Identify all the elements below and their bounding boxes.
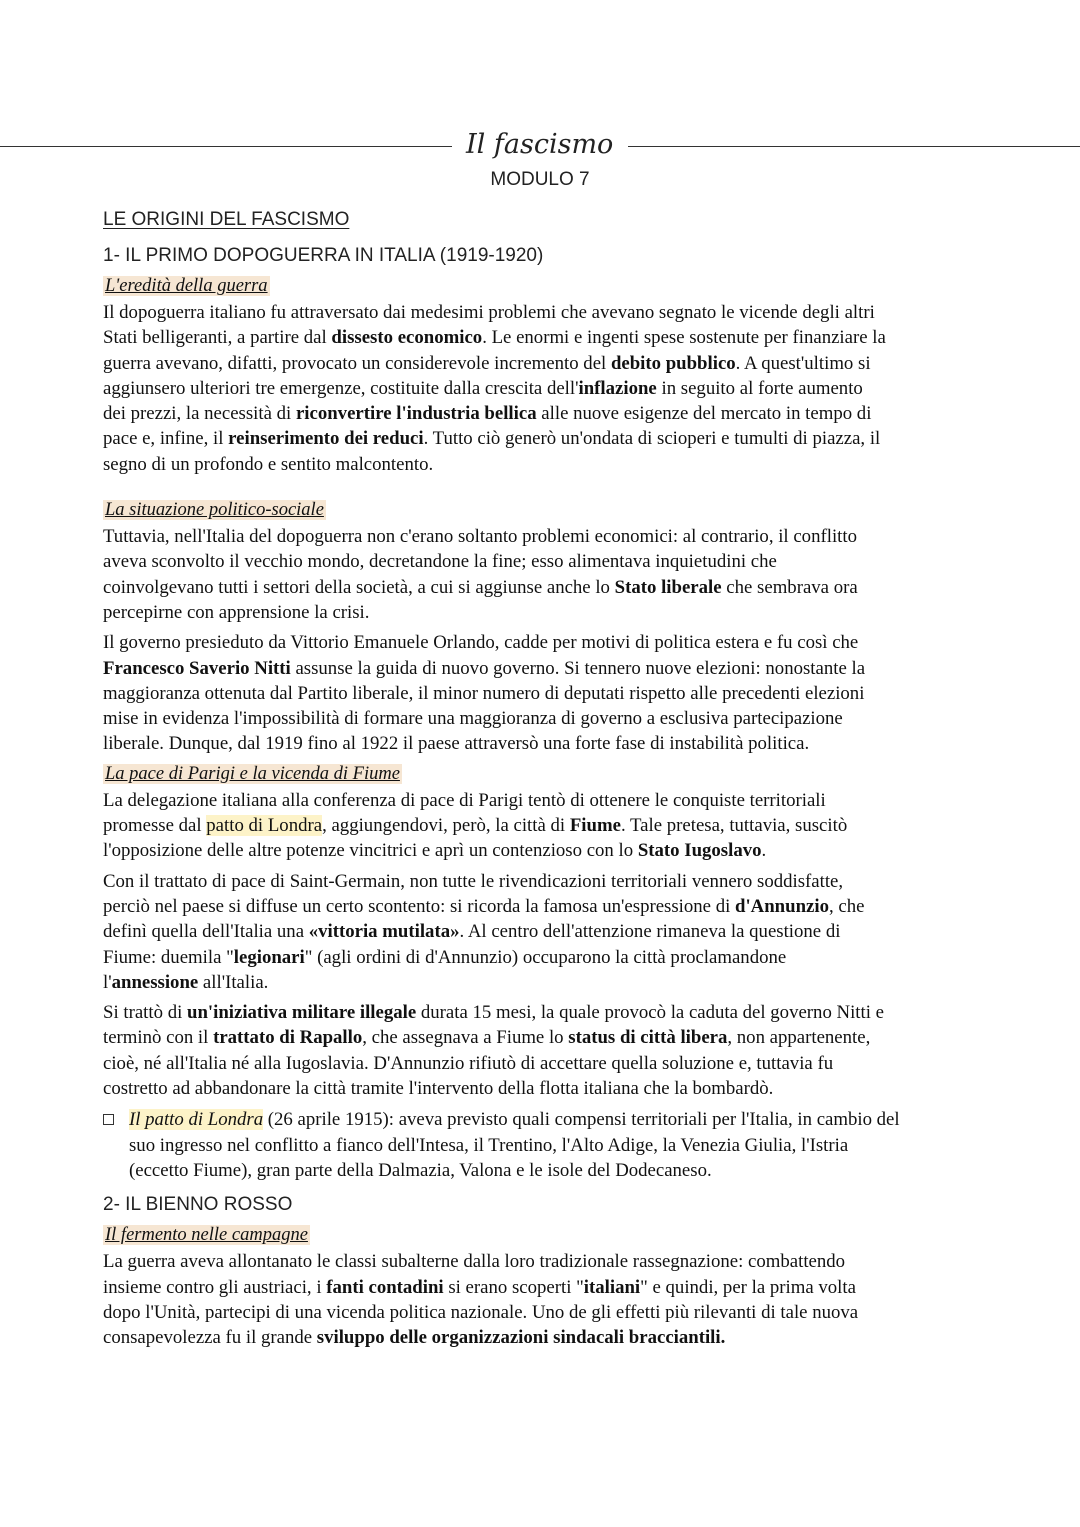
bold-term: reinserimento dei reduci <box>228 428 424 450</box>
text-run: in seguito al forte aumento dei prezzi, la necessità di <box>103 377 863 425</box>
subheading-situazione-text: La situazione politico-sociale <box>105 500 324 521</box>
header-rule-left <box>0 146 452 147</box>
bold-term: sviluppo delle organizzazioni sindacali bracciantili. <box>316 1327 726 1349</box>
subheading-pace-text: La pace di Parigi e la vicenda di Fiume <box>105 763 400 784</box>
bold-term: annessione <box>111 971 199 993</box>
paragraph-situazione-2 <box>103 630 993 756</box>
document-body <box>103 206 993 1355</box>
text-run: Il governo presieduto da Vittorio Emanuele Orlando, cadde per motivi di politica estera e fu così che <box>103 632 859 654</box>
text-run: alle nuove esigenze del mercato in tempo di pace e, infine, il <box>103 403 872 450</box>
text-run: . Tale pretesa, tuttavia, suscitò l'opposizione delle altre potenze vincitrici e aprì un contenzioso con lo <box>103 815 848 862</box>
text-run: La delegazione italiana alla conferenza di pace di Parigi tentò di ottenere le conquiste territoriali promesse dal <box>103 789 826 837</box>
text-run: assunse la guida di nuovo governo. Si tennero nuove elezioni: nonostante la maggioranza ottenuta dal Partito liberale, il minor numero di deputati rispetto alle precedenti elezioni mise in evidenza l'impossibilità di formare una maggioranza di governo a esclusiva partecipazione liberale. Dunque, dal 1919 fino al 1922 il paese attraversò una forte fase di instabilità politica. <box>103 657 866 755</box>
bold-term: inflazione <box>578 377 657 399</box>
bold-term: «vittoria mutilata» <box>308 921 460 943</box>
checkbox-icon <box>103 1114 114 1125</box>
text-run: , non appartenente, cioè, né all'Italia né alla Iugoslavia. D'Annunzio rifiutò di accettare quella soluzione e, tuttavia fu costretto ad abbandonare la città tramite l'intervento della flotta italiana che la bombardò. <box>103 1027 871 1100</box>
bold-term: debito pubblico <box>610 352 736 374</box>
bold-term: Stato liberale <box>614 576 722 598</box>
bold-term: un'iniziativa militare illegale <box>187 1002 417 1024</box>
subheading-fermento <box>103 1223 993 1247</box>
subheading-pace <box>103 762 993 786</box>
subheading-situazione <box>103 498 993 522</box>
text-run: che sembrava ora percepirne con apprensione la crisi. <box>103 576 858 623</box>
text-run: " e quindi, per la prima volta dopo l'Unità, partecipi di una vicenda politica nazionale. Uno de gli effetti più rilevanti di tale nuova consapevolezza fu il grande <box>103 1276 859 1349</box>
text-run: Il dopoguerra italiano fu attraversato dai medesimi problemi che avevano segnato le vicende degli altri Stati belligeranti, a partire dal <box>103 302 875 349</box>
paragraph-pace-2 <box>103 869 993 995</box>
page-header <box>0 128 1080 164</box>
paragraph-pace-3 <box>103 1000 993 1101</box>
bold-term: trattato di Rapallo <box>213 1027 363 1049</box>
bold-term: fanti contadini <box>326 1276 444 1298</box>
paragraph-eredita <box>103 300 993 477</box>
section-heading-2: 2- IL BIENNO ROSSO <box>103 1194 293 1216</box>
section-heading-1: 1- IL PRIMO DOPOGUERRA IN ITALIA (1919-1920) <box>103 245 544 266</box>
bold-term: Stato Iugoslavo <box>637 840 762 862</box>
paragraph-situazione-1 <box>103 524 993 625</box>
text-run: si erano scoperti " <box>443 1276 584 1298</box>
subheading-eredita <box>103 274 993 298</box>
text-run: . Le enormi e ingenti spese sostenute per finanziare la guerra avevano, difatti, provocato un considerevole incremento del <box>103 327 886 374</box>
subheading-fermento-text: Il fermento nelle campagne <box>105 1225 308 1246</box>
text-run: " (agli ordini di d'Annunzio) occuparono la città proclamandone l' <box>103 946 787 993</box>
text-run: (26 aprile 1915): aveva previsto quali compensi territoriali per l'Italia, in cambio del suo ingresso nel conflitto a fianco dell'Intesa, il Trentino, l'Alto Adige, la Venezia Giulia, l'Istria (eccetto Fiume), gran parte della Dalmazia, Valona e le isole del Dodecaneso. <box>129 1109 900 1181</box>
note-text <box>129 1107 993 1183</box>
paragraph-pace-1 <box>103 788 993 864</box>
text-run: Tuttavia, nell'Italia del dopoguerra non c'erano soltanto problemi economici: al contrario, il conflitto aveva sconvolto il vecchio mondo, decretandone la fine; esso alimentava inquietudini che coinvolgevano tutti i settori della società, a cui si aggiunse anche lo <box>103 526 857 598</box>
text-run: durata 15 mesi, la quale provocò la caduta del governo Nitti e terminò con il <box>103 1002 884 1049</box>
text-run: , aggiungendovi, però, la città di <box>322 815 570 837</box>
text-run: . Tutto ciò generò un'ondata di scioperi e tumulti di piazza, il segno di un profondo e sentito malcontento. <box>103 428 881 475</box>
text-run: . Al centro dell'attenzione rimaneva la questione di Fiume: duemila " <box>103 921 841 968</box>
text-run: . <box>761 840 767 862</box>
text-run: Con il trattato di pace di Saint-Germain, non tutte le rivendicazioni territoriali vennero soddisfatte, perciò nel paese si diffuse un certo scontento: si ricorda la famosa un'espressione di <box>103 870 844 917</box>
bold-term: Francesco Saverio Nitti <box>103 657 291 679</box>
text-run: , che definì quella dell'Italia una <box>103 895 865 943</box>
highlighted-term: Il patto di Londra <box>129 1109 264 1131</box>
bold-term: italiani <box>583 1276 641 1298</box>
bold-term: status di città libera <box>568 1027 728 1049</box>
bold-term: d'Annunzio <box>735 895 829 917</box>
text-run: . A quest'ultimo si aggiunsero ulteriori tre emergenze, costituite dalla crescita dell' <box>103 352 871 399</box>
header-rule-right <box>628 146 1080 147</box>
module-label: MODULO 7 <box>490 169 590 190</box>
page-title: Il fascismo <box>466 129 614 160</box>
text-run: , che assegnava a Fiume lo <box>362 1027 569 1049</box>
bold-term: riconvertire l'industria bellica <box>295 403 537 425</box>
text-run: all'Italia. <box>198 971 269 993</box>
bold-term: legionari <box>233 946 305 968</box>
note-patto-londra <box>103 1107 993 1183</box>
section-heading-origins: LE ORIGINI DEL FASCISMO <box>103 209 350 230</box>
text-run: Si trattò di <box>103 1002 187 1024</box>
bold-term: Fiume <box>569 815 621 837</box>
highlighted-term: patto di Londra <box>206 815 323 837</box>
text-run: La guerra aveva allontanato le classi subalterne dalla loro tradizionale rassegnazione: combattendo insieme contro gli austriaci, i <box>103 1251 846 1298</box>
subheading-eredita-text: L'eredità della guerra <box>105 276 268 296</box>
bold-term: dissesto economico <box>331 327 483 349</box>
paragraph-fermento <box>103 1249 993 1350</box>
